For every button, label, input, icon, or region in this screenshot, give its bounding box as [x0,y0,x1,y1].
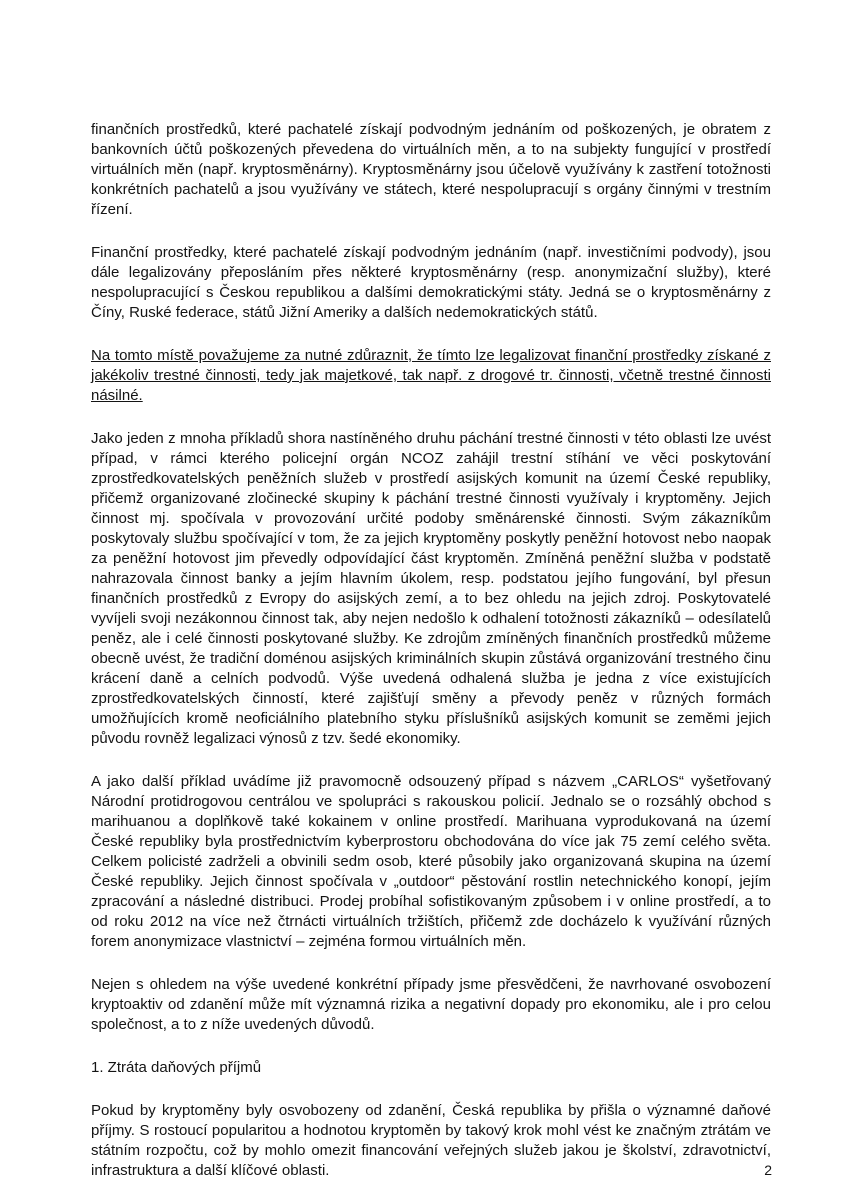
paragraph-fraud-proceeds: finančních prostředků, které pachatelé získají podvodným jednáním od poškozených, je obratem z bankovních účtů poškozených převedena do virtuálních měn, a to na subjekty fungující v prostředí virtuálních měn (např. kryptosměnárny). Kryptosměnárny jsou účelově využívány k zastření totožnosti konkrétních pachatelů a jsou využívány ve státech, které nespolupracují s orgány činnými v trestním řízení. [91,121,771,218]
paragraph-legalization-exchanges: Finanční prostředky, které pachatelé získají podvodným jednáním (např. investičními podvody), jsou dále legalizovány přeposláním přes některé kryptosměnárny (resp. anonymizační služby), které nespolupracující s Českou republikou a dalšími demokratickými státy. Jedná se o kryptosměnárny z Číny, Ruské federace, států Jižní Ameriky a dalších nedemokratických států. [91,244,771,321]
paragraph-tax-loss: Pokud by kryptoměny byly osvobozeny od zdanění, Česká republika by přišla o významné daňové příjmy. S rostoucí popularitou a hodnotou kryptoměn by takový krok mohl vést ke značným ztrátám ve státním rozpočtu, což by mohlo omezit financování veřejných služeb jakou je školství, zdravotnictví, infrastruktura a další klíčové oblasti. [91,1102,771,1179]
paragraph-emphasis-note: Na tomto místě považujeme za nutné zdůraznit, že tímto lze legalizovat finanční prostředky získané z jakékoliv trestné činnosti, tedy jak majetkové, tak např. z drogové tr. činnosti, včetně trestné činnosti násilné. [91,347,771,404]
paragraph-risks-intro: Nejen s ohledem na výše uvedené konkrétní případy jsme přesvědčeni, že navrhované osvobození kryptoaktiv od zdanění může mít významná rizika a negativní dopady pro ekonomiku, ale i pro celou společnost, a to z níže uvedených důvodů. [91,976,771,1033]
section-heading-tax-loss: 1. Ztráta daňových příjmů [91,1059,262,1076]
page-number: 2 [764,1162,772,1178]
document-body [91,120,771,1204]
paragraph-carlos-case: A jako další příklad uvádíme již pravomocně odsouzený případ s názvem „CARLOS“ vyšetřovaný Národní protidrogovou centrálou ve spolupráci s rakouskou policií. Jednalo se o rozsáhlý obchod s marihuanou a doplňkově také kokainem v online prostředí. Marihuana vyprodukovaná na území České republiky byla prostřednictvím kyberprostoru obchodována do více jak 75 zemí celého světa. Celkem policisté zadrželi a obvinili sedm osob, které působily jako organizovaná skupina na území České republiky. Jejich činnost spočívala v „outdoor“ pěstování rostlin netechnického konopí, jejím zpracování a následné distribuci. Prodej probíhal sofistikovaným způsobem i v online prostředí, a to od roku 2012 na více než čtrnácti virtuálních tržištích, přičemž zde docházelo k využívání různých forem anonymizace vlastnictví – zejména formou virtuálních měn. [91,773,771,950]
paragraph-ncoz-case: Jako jeden z mnoha příkladů shora nastíněného druhu páchání trestné činnosti v této oblasti lze uvést případ, v rámci kterého policejní orgán NCOZ zahájil trestní stíhání ve věci poskytování zprostředkovatelských peněžních služeb v prostředí asijských komunit na území České republiky, přičemž organizované zločinecké skupiny k páchání trestné činnosti využívaly i kryptoměny. Jejich činnost mj. spočívala v provozování určité podoby směnárenské činnosti. Svým zákazníkům poskytovaly službu spočívající v tom, že za jejich kryptoměny poskytly peněžní hotovost nebo naopak za peněžní hotovost jim převedly odpovídající část kryptoměn. Zmíněná peněžní služba v podstatě nahrazovala činnost banky a jejím hlavním úkolem, resp. podstatou jejího fungování, byl přesun finančních prostředků z Evropy do asijských zemí, a to bez ohledu na jejich zdroj. Poskytovatelé vyvíjeli svoji nezákonnou činnost tak, aby nejen nedošlo k odhalení totožnosti zákazníků – odesílatelů peněz, ale i celé činnosti poskytované služby. Ke zdrojům zmíněných finančních prostředků můžeme obecně uvést, že tradiční doménou asijských kriminálních skupin zůstává organizování trestného činu krácení daně a celních podvodů. Výše uvedená odhalená služba je jedna z více existujících zprostředkovatelských činností, které zajišťují směny a převody peněz v různých formách umožňujících kromě neoficiálního platebního styku příslušníků asijských komunit se zeměmi jejich původu rovněž legalizaci výnosů z tzv. šedé ekonomiky. [91,430,771,747]
